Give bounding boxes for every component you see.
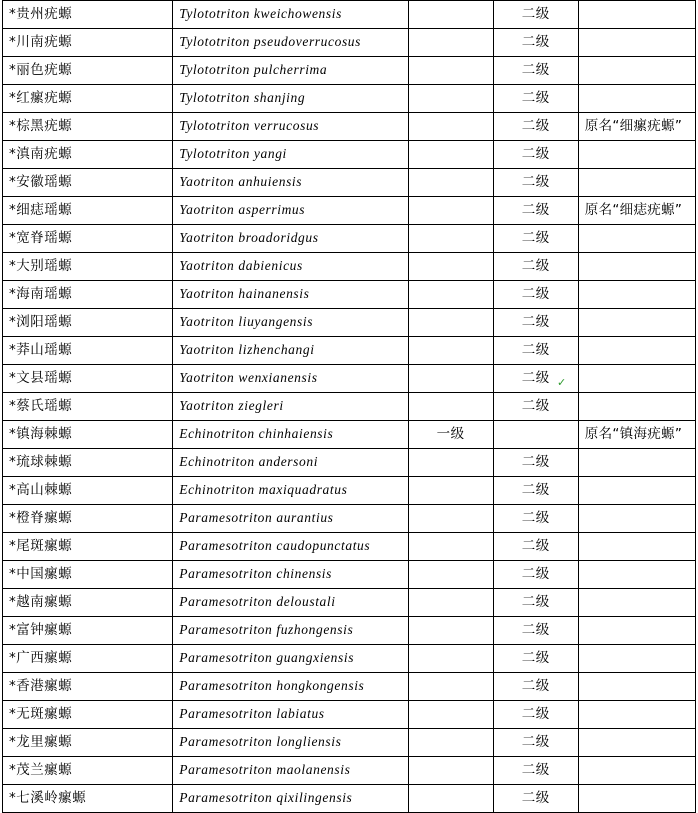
species-note — [578, 673, 695, 701]
protection-level-second: 二级 — [493, 281, 578, 309]
table-row — [3, 337, 696, 365]
table-row — [3, 85, 696, 113]
protection-level-second: 二级 — [493, 197, 578, 225]
table-row — [3, 561, 696, 589]
protection-level-second: 二级 — [493, 141, 578, 169]
species-scientific-name: Tylototriton pulcherrima — [173, 57, 408, 85]
protection-level-second: 二级 — [493, 757, 578, 785]
species-chinese-name: *大别瑶螈 — [3, 253, 173, 281]
protection-level-second: 二级 — [493, 365, 578, 393]
species-note — [578, 729, 695, 757]
table-row — [3, 617, 696, 645]
species-chinese-name: *贵州疣螈 — [3, 1, 173, 29]
protection-level-first — [408, 169, 493, 197]
protection-level-second: 二级 — [493, 337, 578, 365]
species-note: 原名“细痣疣螈” — [578, 197, 695, 225]
species-note — [578, 309, 695, 337]
protection-level-first — [408, 477, 493, 505]
species-scientific-name: Yaotriton asperrimus — [173, 197, 408, 225]
species-scientific-name: Paramesotriton longliensis — [173, 729, 408, 757]
species-chinese-name: *川南疣螈 — [3, 29, 173, 57]
table-row — [3, 645, 696, 673]
species-chinese-name: *高山棘螈 — [3, 477, 173, 505]
species-note — [578, 57, 695, 85]
species-chinese-name: *滇南疣螈 — [3, 141, 173, 169]
species-chinese-name: *富钟瘰螈 — [3, 617, 173, 645]
species-chinese-name: *宽脊瑶螈 — [3, 225, 173, 253]
species-chinese-name: *七溪岭瘰螈 — [3, 785, 173, 813]
protection-level-first — [408, 729, 493, 757]
species-note — [578, 701, 695, 729]
protection-level-first — [408, 141, 493, 169]
species-scientific-name: Paramesotriton fuzhongensis — [173, 617, 408, 645]
protection-level-first — [408, 113, 493, 141]
species-note — [578, 617, 695, 645]
species-chinese-name: *安徽瑶螈 — [3, 169, 173, 197]
protection-level-second: 二级 — [493, 57, 578, 85]
protection-level-first — [408, 617, 493, 645]
species-scientific-name: Paramesotriton maolanensis — [173, 757, 408, 785]
table-row — [3, 421, 696, 449]
table-row — [3, 505, 696, 533]
species-scientific-name: Tylototriton verrucosus — [173, 113, 408, 141]
species-note: 原名“细瘰疣螈” — [578, 113, 695, 141]
protection-level-first — [408, 785, 493, 813]
species-chinese-name: *橙脊瘰螈 — [3, 505, 173, 533]
protection-level-second: 二级 — [493, 1, 578, 29]
protection-level-second: 二级 — [493, 729, 578, 757]
protection-level-second: 二级 — [493, 505, 578, 533]
protection-level-first — [408, 337, 493, 365]
species-note — [578, 141, 695, 169]
protection-level-second: 二级 — [493, 701, 578, 729]
protection-level-second: 二级 — [493, 393, 578, 421]
species-scientific-name: Paramesotriton hongkongensis — [173, 673, 408, 701]
species-chinese-name: *琉球棘螈 — [3, 449, 173, 477]
species-note — [578, 29, 695, 57]
species-chinese-name: *细痣瑶螈 — [3, 197, 173, 225]
table-row — [3, 309, 696, 337]
species-note — [578, 253, 695, 281]
table-row — [3, 1, 696, 29]
species-scientific-name: Echinotriton chinhaiensis — [173, 421, 408, 449]
species-chinese-name: *无斑瘰螈 — [3, 701, 173, 729]
table-row — [3, 29, 696, 57]
species-note — [578, 1, 695, 29]
species-note — [578, 477, 695, 505]
species-chinese-name: *尾斑瘰螈 — [3, 533, 173, 561]
protection-level-first: 一级 — [408, 421, 493, 449]
protection-level-second: 二级 — [493, 29, 578, 57]
protection-level-second: 二级 — [493, 113, 578, 141]
table-row — [3, 729, 696, 757]
species-note — [578, 785, 695, 813]
species-chinese-name: *浏阳瑶螈 — [3, 309, 173, 337]
green-check-mark: ✓ — [557, 377, 567, 389]
species-note — [578, 281, 695, 309]
table-row — [3, 533, 696, 561]
species-scientific-name: Echinotriton maxiquadratus — [173, 477, 408, 505]
species-chinese-name: *丽色疣螈 — [3, 57, 173, 85]
table-row — [3, 225, 696, 253]
protection-level-first — [408, 57, 493, 85]
species-scientific-name: Yaotriton wenxianensis — [173, 365, 408, 393]
table-row — [3, 477, 696, 505]
protection-level-second: 二级 — [493, 169, 578, 197]
species-note — [578, 169, 695, 197]
species-chinese-name: *龙里瘰螈 — [3, 729, 173, 757]
species-scientific-name: Tylototriton yangi — [173, 141, 408, 169]
table-row — [3, 57, 696, 85]
species-scientific-name: Paramesotriton chinensis — [173, 561, 408, 589]
protection-level-second: 二级 — [493, 253, 578, 281]
species-scientific-name: Tylototriton shanjing — [173, 85, 408, 113]
species-chinese-name: *镇海棘螈 — [3, 421, 173, 449]
protection-level-first — [408, 225, 493, 253]
table-row — [3, 701, 696, 729]
protection-level-first — [408, 673, 493, 701]
species-note — [578, 449, 695, 477]
species-scientific-name: Yaotriton dabienicus — [173, 253, 408, 281]
species-scientific-name: Yaotriton liuyangensis — [173, 309, 408, 337]
species-table — [2, 0, 696, 813]
protection-level-first — [408, 589, 493, 617]
table-row — [3, 757, 696, 785]
species-chinese-name: *莽山瑶螈 — [3, 337, 173, 365]
protection-level-second: 二级 — [493, 533, 578, 561]
species-chinese-name: *越南瘰螈 — [3, 589, 173, 617]
species-scientific-name: Paramesotriton aurantius — [173, 505, 408, 533]
species-scientific-name: Tylototriton pseudoverrucosus — [173, 29, 408, 57]
table-row — [3, 449, 696, 477]
table-row — [3, 365, 696, 393]
protection-level-first — [408, 197, 493, 225]
species-scientific-name: Yaotriton lizhenchangi — [173, 337, 408, 365]
protection-level-second: 二级 — [493, 617, 578, 645]
protection-level-first — [408, 701, 493, 729]
species-note — [578, 505, 695, 533]
species-note — [578, 589, 695, 617]
protection-level-second: 二级 — [493, 477, 578, 505]
species-scientific-name: Paramesotriton qixilingensis — [173, 785, 408, 813]
species-note — [578, 645, 695, 673]
protection-level-first — [408, 365, 493, 393]
species-scientific-name: Paramesotriton labiatus — [173, 701, 408, 729]
species-chinese-name: *海南瑶螈 — [3, 281, 173, 309]
species-chinese-name: *棕黑疣螈 — [3, 113, 173, 141]
species-note — [578, 225, 695, 253]
species-note: 原名“镇海疣螈” — [578, 421, 695, 449]
species-chinese-name: *广西瘰螈 — [3, 645, 173, 673]
species-chinese-name: *香港瘰螈 — [3, 673, 173, 701]
protection-level-second — [493, 421, 578, 449]
table-row — [3, 281, 696, 309]
species-note — [578, 393, 695, 421]
species-note — [578, 337, 695, 365]
species-chinese-name: *中国瘰螈 — [3, 561, 173, 589]
protection-level-first — [408, 393, 493, 421]
table-row — [3, 589, 696, 617]
protection-level-second: 二级 — [493, 225, 578, 253]
species-scientific-name: Tylototriton kweichowensis — [173, 1, 408, 29]
species-scientific-name: Yaotriton hainanensis — [173, 281, 408, 309]
protection-level-second: 二级 — [493, 561, 578, 589]
protection-level-first — [408, 533, 493, 561]
table-row — [3, 141, 696, 169]
protection-level-second: 二级 — [493, 645, 578, 673]
species-scientific-name: Paramesotriton deloustali — [173, 589, 408, 617]
protection-level-first — [408, 449, 493, 477]
protection-level-second: 二级 — [493, 673, 578, 701]
table-row — [3, 197, 696, 225]
protection-level-second: 二级 — [493, 85, 578, 113]
species-scientific-name: Paramesotriton guangxiensis — [173, 645, 408, 673]
species-scientific-name: Yaotriton anhuiensis — [173, 169, 408, 197]
species-note — [578, 365, 695, 393]
species-note — [578, 561, 695, 589]
protection-level-second: 二级 — [493, 589, 578, 617]
species-chinese-name: *文县瑶螈 — [3, 365, 173, 393]
protection-level-first — [408, 645, 493, 673]
table-row — [3, 253, 696, 281]
species-scientific-name: Paramesotriton caudopunctatus — [173, 533, 408, 561]
protection-level-second: 二级 — [493, 309, 578, 337]
species-scientific-name: Echinotriton andersoni — [173, 449, 408, 477]
protection-level-first — [408, 757, 493, 785]
table-row — [3, 113, 696, 141]
species-scientific-name: Yaotriton broadoridgus — [173, 225, 408, 253]
protection-level-second: 二级 — [493, 785, 578, 813]
species-note — [578, 533, 695, 561]
species-note — [578, 757, 695, 785]
species-scientific-name: Yaotriton ziegleri — [173, 393, 408, 421]
species-note — [578, 85, 695, 113]
protection-level-first — [408, 505, 493, 533]
protection-level-first — [408, 309, 493, 337]
protection-level-second: 二级 — [493, 449, 578, 477]
species-chinese-name: *蔡氏瑶螈 — [3, 393, 173, 421]
protection-level-first — [408, 85, 493, 113]
protection-level-first — [408, 281, 493, 309]
table-row — [3, 673, 696, 701]
table-row — [3, 785, 696, 813]
protection-level-first — [408, 561, 493, 589]
species-chinese-name: *红瘰疣螈 — [3, 85, 173, 113]
protection-level-first — [408, 29, 493, 57]
table-row — [3, 393, 696, 421]
protection-level-first — [408, 1, 493, 29]
species-chinese-name: *茂兰瘰螈 — [3, 757, 173, 785]
species-table-body — [3, 1, 696, 813]
table-row — [3, 169, 696, 197]
protection-level-first — [408, 253, 493, 281]
